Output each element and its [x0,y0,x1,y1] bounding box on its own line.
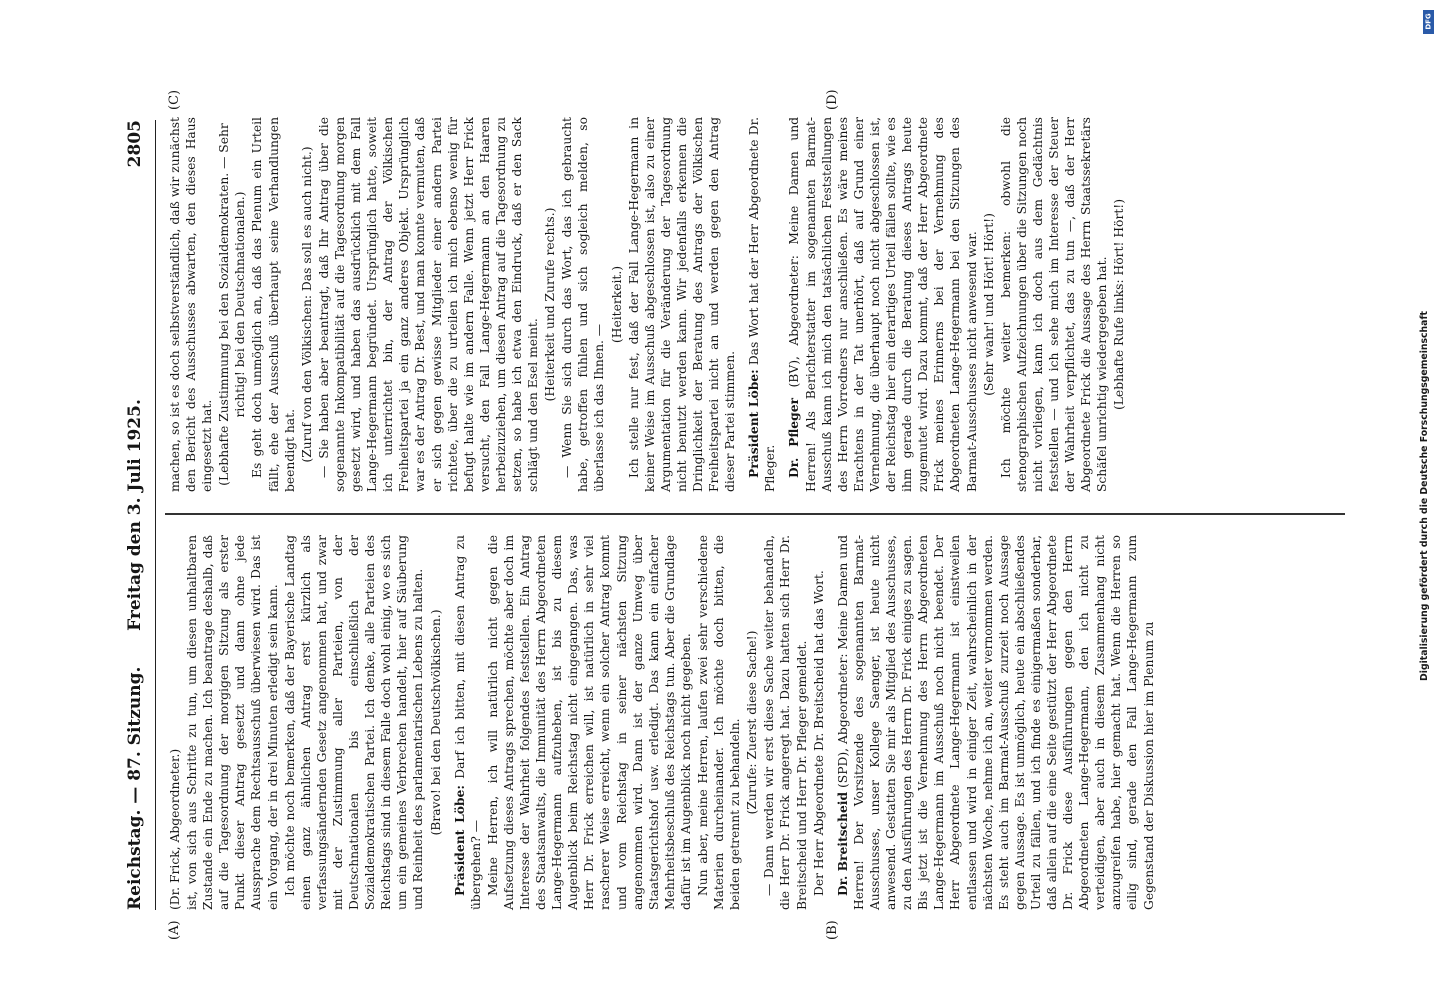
speaker-name: Dr. Breitscheid [834,791,850,896]
paragraph: Der Herr Abgeordnete Dr. Breitscheid hat das Wort. [811,570,826,896]
speech-text: Das Wort hat der Herr Abgeordnete Dr. Pfleger. [747,117,778,492]
speaker-name: Präsident Löbe: [451,785,467,896]
page-header [125,120,156,910]
speech-text: Darf ich bitten, mit diesen Antrag zu übergehen? — [452,535,483,910]
paragraph: Es geht doch unmöglich an, daß das Plenum ein Urteil fällt, ehe der Ausschuß überhaupt seine Verhandlungen beendigt hat. [250,117,297,492]
interjection: (Lebhafte Rufe links: Hört! Hört!) [1112,198,1127,411]
speaker-name: Präsident Löbe: [746,369,762,478]
page-number: 2805 [125,120,145,168]
paragraph: machen, so ist es doch selbstverständlich, daß wir zunächst den Bericht des Ausschusses abwarten, den dieses Haus eingesetzt hat. [168,117,215,492]
header-session: Reichstag. — 87. Sitzung. [125,666,145,910]
interjection: (Heiterkeit und Zurufe rechts.) [543,207,558,402]
right-column [167,117,1128,492]
column-divider [165,514,1345,516]
paragraph: Meine Herren, ich will natürlich nicht gegen die Aufsetzung dieses Antrags sprechen, möchte aber doch im Interesse der Wahrheit folgendes feststellen. Ein Antrag des Staatsanwalts, die Immunität des Herrn Abgeordneten Lange-Hegermann aufzuheben, ist bis zu diesem Augenblick beim Reichstag nicht eingegangen. Das, was Herr Dr. Frick erreichen will, ist natürlich in sehr viel rascherer Weise erreicht, wenn ein solcher Antrag kommt und vom Reichstag in seiner nächsten Sitzung angenommen wird. Dann ist der ganze Umweg über Staatsgerichtshof usw. erledigt. Das kann ein einfacher Mehrheitsbeschluß des Reichstags tun. Aber die Grundlage dafür ist im Augenblick noch nicht gegeben. [485,535,693,910]
interjection: (Bravo! bei den Deutschvölkischen.) [428,609,443,836]
margin-marker-b: (B) [825,920,840,940]
paragraph: Ich möchte weiter bemerken: obwohl die stenographischen Aufzeichnungen über die Sitzungen noch nicht vorliegen, kann ich doch aus dem Gedächtnis feststellen — und ich sehe mich im Interesse der Steuer der Wahrheit verpflichtet, das zu tun —, daß der Herr Abgeordnete Frick die Aussage des Herrn Staatssekretärs Schäfel unrichtig wiedergegeben hat. [998,117,1110,492]
header-date: Freitag den 3. Juli 1925. [125,399,145,631]
speech-text: (SPD), Abgeordneter: Meine Damen und Herren! Der Vorsitzende des sogenannten Barmat-Ausschusses, unser Kollege Saenger, ist heute nicht anwesend. Gestatten Sie mir als Mitglied des Ausschusses, zu den Ausführungen des Herrn Dr. Frick einiges zu sagen. Bis jetzt ist die Vernehmung des Herrn Abgeordneten Lange-Hegermann im Ausschuß noch nicht beendet. Der Herr Abgeordnete Lange-Hegermann ist einstweilen entlassen und wird in einiger Zeit, wahrscheinlich in der nächsten Woche, nehme ich an, weiter vernommen werden. Es steht auch im Barmat-Ausschuß zurzeit noch Aussage gegen Aussage. Es ist unmöglich, heute ein abschließendes Urteil zu fällen, und ich finde es einigermaßen sonderbar, daß allein auf die eine Seite gestützt der Herr Abgeordnete Dr. Frick diese Ausführungen gegen den Herrn Abgeordneten Lange-Hegermann, den ich nicht zu verteidigen, aber auch in diesem Zusammenhang nicht anzugreifen habe, hier gemacht hat. Wenn die Herren so eilig sind, gerade den Fall Lange-Hegermann zum Gegenstand der Diskussion hier im Plenum zu [835,535,1156,910]
interjection: (Lebhafte Zustimmung bei den Sozialdemokraten. — Sehr richtig! bei den Deutschnationalen.) [217,123,248,486]
rotated-page [105,90,1395,950]
paragraph: Nun aber, meine Herren, laufen zwei sehr verschiedene Materien durcheinander. Ich möchte doch bitten, die beiden getrennt zu behandeln. [696,535,743,910]
speaker-continuation: (Dr. Frick, Abgeordneter.) [168,748,182,910]
interjection: (Zurufe: Zuerst diese Sache!) [745,630,760,815]
digitization-credit: Digitalisierung gefördert durch die Deutsche Forschungsgemeinschaft [1419,311,1430,681]
margin-marker-d: (D) [825,89,840,110]
paragraph [786,117,979,492]
speech-text: (BV), Abgeordneter: Meine Damen und Herren! Als Berichterstatter im sogenannten Barmat-Ausschuß kann ich mich den tatsächlichen Feststellungen des Herrn Vorredners nur anschließen. Es wäre meines Erachtens in der Tat unerhört, daß auf Grund einer Vernehmung, die überhaupt noch nicht abgeschlossen ist, der Reichstag hier ein derartiges Urteil fällen sollte, wie es ihm gerade durch die Beratung dieses Antrags heute zugemutet wird. Dazu kommt, daß der Herr Abgeordnete Frick meines Erinnerns bei der Vernehmung des Abgeordneten Lange-Hegermann bei den Sitzungen des Barmat-Ausschusses nicht anwesend war. [787,117,979,492]
paragraph: — Sie haben aber beantragt, daß Ihr Antrag über die sogenannte Inkompatibilität auf die Tagesordnung morgen gesetzt wird, und haben das ausdrücklich mit dem Fall Lange-Hegermann begründet. Ursprünglich hatte, soweit ich unterrichtet bin, der Antrag der Völkischen Freiheitspartei ja ein ganz anderes Objekt. Ursprünglich war es der Antrag Dr. Best, und man konnte vermuten, daß er sich gegen gewisse Mitglieder einer andern Partei richtete, über die zu urteilen ich mich ebenso wenig für befugt halte wie im andern Falle. Wenn jetzt Herr Frick versucht, den Fall Lange-Hegermann an den Haaren herbeizuziehen, um diesen Antrag auf die Tagesordnung zu setzen, so habe ich etwa den Eindruck, daß er den Sack schlägt und den Esel meint. [316,117,541,492]
paragraph [452,535,484,910]
paragraph: ist, von sich aus Schritte zu tun, um diesen unhaltbaren Zustande ein Ende zu machen. Ich beantrage deshalb, daß auf die Tagesordnung der morgigen Sitzung als erster Punkt dieser Antrag gesetzt und dann ohne jede Aussprache dem Rechtsausschuß überwiesen wird. Das ist ein Vorgang, der in drei Minuten erledigt sein kann. [185,535,280,910]
margin-marker-c: (C) [167,89,182,110]
paragraph [835,535,1157,910]
interjection: (Heiterkeit.) [609,265,624,344]
speaker-name: Dr. Pfleger [786,397,802,478]
paragraph: — Wenn Sie sich durch das Wort, das ich gebraucht habe, getroffen fühlen und sich sogleich melden, so überlasse ich das Ihnen. — [560,117,607,492]
dfg-logo: DFG [1423,10,1434,34]
left-column [167,535,1158,910]
paragraph: Ich möchte noch bemerken, daß der Bayerische Landtag einen ganz ähnlichen Antrag erst kürzlich als verfassungsändernden Gesetz angenommen hat, und zwar mit der Zustimmung aller Parteien, von der Deutschnationalen bis einschließlich der Sozialdemokratischen Partei. Ich denke, alle Parteien des Reichstags sind in diesem Falle doch wohl einig, wo es sich um ein gemeines Verbrechen handelt, hier auf Säuberung und Reinheit des parlamentarischen Lebens zu halten. [282,535,426,910]
paragraph: Ich stelle nur fest, daß der Fall Lange-Hegermann in keiner Weise im Ausschuß abgeschlossen ist, also zu einer Argumentation für die Veränderung der Tagesordnung nicht benutzt werden kann. Wir jedenfalls erkennen die Dringlichkeit der Beratung des Antrags der Völkischen Freiheitspartei nicht an und werden gegen den Antrag dieser Partei stimmen. [626,117,738,492]
digitization-sidebar [1419,10,1434,990]
margin-marker-a: (A) [167,920,182,940]
interjection: (Sehr wahr! und Hört! Hört!) [981,213,996,396]
interjection: (Zuruf von den Völkischen: Das soll es auch nicht.) [299,146,314,463]
paragraph [746,117,778,492]
paragraph: — Dann werden wir erst diese Sache weiter behandeln, die Herr Dr. Frick angeregt hat. Dazu hatten sich Herr Dr. Breitscheid und Herr Dr. Pfleger gemeldet. [762,535,809,910]
